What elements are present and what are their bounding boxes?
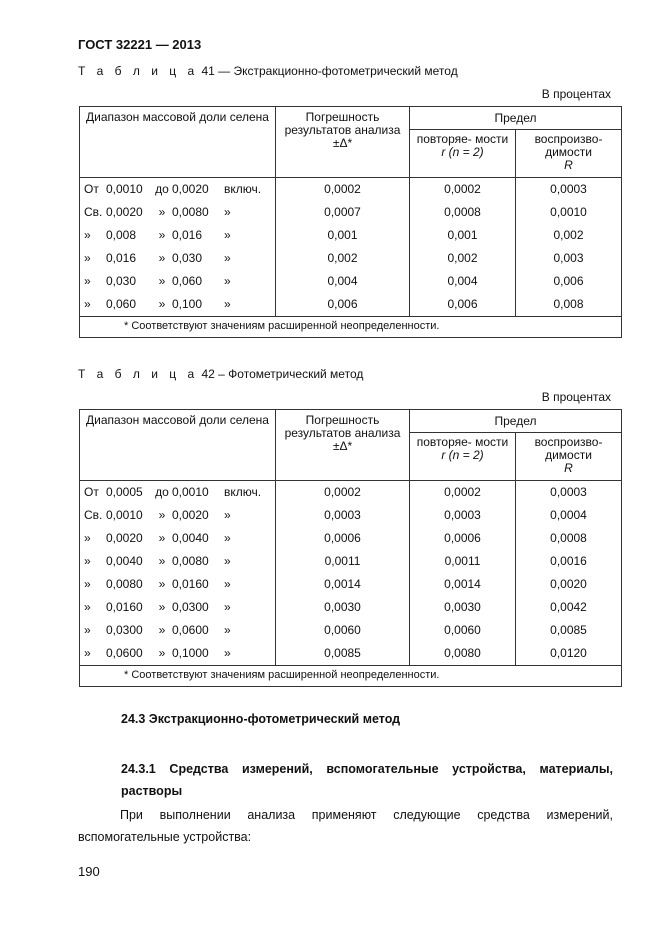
range-cell xyxy=(80,527,276,550)
range-to: 0,030 xyxy=(172,251,203,265)
repeatability-cell: 0,0060 xyxy=(410,619,516,642)
range-from: 0,0600 xyxy=(106,646,143,660)
table42-unit: В процентах xyxy=(541,390,611,404)
table41-header-error: Погрешность результатов анализа ±Δ* xyxy=(276,107,410,178)
reproducibility-cell: 0,0003 xyxy=(516,178,622,202)
range-suffix: » xyxy=(224,600,231,614)
range-cell xyxy=(80,550,276,573)
body-paragraph xyxy=(78,804,613,848)
range-suffix: » xyxy=(224,508,231,522)
range-cell xyxy=(80,573,276,596)
range-prefix: » xyxy=(84,251,91,265)
error-cell: 0,002 xyxy=(276,247,410,270)
error-cell: 0,0006 xyxy=(276,527,410,550)
range-suffix: » xyxy=(224,554,231,568)
range-from: 0,030 xyxy=(106,274,137,288)
reproducibility-cell: 0,008 xyxy=(516,293,622,317)
repeatability-cell: 0,0002 xyxy=(410,178,516,202)
range-cell xyxy=(80,504,276,527)
range-cell xyxy=(80,619,276,642)
repeatability-cell: 0,0008 xyxy=(410,201,516,224)
range-prefix: » xyxy=(84,646,91,660)
reproducibility-cell: 0,0004 xyxy=(516,504,622,527)
range-mid: до xyxy=(155,485,169,499)
table42-header-reprod-symbol: R xyxy=(564,461,573,475)
range-mid: » xyxy=(158,554,166,568)
paragraph-line-1: При выполнении анализа применяют следующие средства измерений, xyxy=(120,808,613,822)
table-row xyxy=(80,270,622,293)
range-to: 0,0160 xyxy=(172,577,209,591)
error-cell: 0,004 xyxy=(276,270,410,293)
range-to: 0,0040 xyxy=(172,531,209,545)
standard-header: ГОСТ 32221 — 2013 xyxy=(78,37,202,52)
range-from: 0,0005 xyxy=(106,485,143,499)
range-cell xyxy=(80,201,276,224)
range-to: 0,0020 xyxy=(172,182,209,196)
table41-unit: В процентах xyxy=(541,87,611,101)
table42-caption-text: 42 – Фотометрический метод xyxy=(201,367,364,381)
repeatability-cell: 0,0006 xyxy=(410,527,516,550)
range-prefix: » xyxy=(84,600,91,614)
table42-header-repeat-symbol: r (n = 2) xyxy=(441,448,484,462)
reproducibility-cell: 0,006 xyxy=(516,270,622,293)
range-cell xyxy=(80,247,276,270)
repeatability-cell: 0,002 xyxy=(410,247,516,270)
range-cell xyxy=(80,270,276,293)
range-cell xyxy=(80,642,276,666)
error-cell: 0,0060 xyxy=(276,619,410,642)
range-suffix: » xyxy=(224,274,231,288)
range-cell xyxy=(80,224,276,247)
range-to: 0,0600 xyxy=(172,623,209,637)
repeatability-cell: 0,0030 xyxy=(410,596,516,619)
repeatability-cell: 0,004 xyxy=(410,270,516,293)
table42-note: * Соответствуют значениям расширенной неопределенности. xyxy=(80,666,622,687)
range-from: 0,060 xyxy=(106,297,137,311)
table41-header-reprod xyxy=(516,130,622,178)
range-suffix: включ. xyxy=(224,182,262,196)
range-mid: до xyxy=(155,182,169,196)
subsection-title: 24.3.1 Средства измерений, вспомогательные устройства, материалы, растворы xyxy=(121,762,613,798)
error-cell: 0,0011 xyxy=(276,550,410,573)
error-cell: 0,0002 xyxy=(276,481,410,505)
error-cell: 0,0030 xyxy=(276,596,410,619)
range-mid: » xyxy=(158,508,166,522)
reproducibility-cell: 0,0042 xyxy=(516,596,622,619)
range-from: 0,0020 xyxy=(106,205,143,219)
table41-header-repeat xyxy=(410,130,516,178)
table-row xyxy=(80,527,622,550)
range-cell xyxy=(80,596,276,619)
reproducibility-cell: 0,003 xyxy=(516,247,622,270)
section-title: 24.3 Экстракционно-фотометрический метод xyxy=(121,712,401,726)
table41-caption xyxy=(78,64,458,78)
table42-header-reprod xyxy=(516,433,622,481)
error-cell: 0,0002 xyxy=(276,178,410,202)
range-from: 0,0040 xyxy=(106,554,143,568)
table42-body xyxy=(80,481,622,666)
range-cell xyxy=(80,293,276,317)
error-cell: 0,0085 xyxy=(276,642,410,666)
range-mid: » xyxy=(158,251,166,265)
range-suffix: » xyxy=(224,205,231,219)
reproducibility-cell: 0,0010 xyxy=(516,201,622,224)
table41-header-repeat-label: повторяе- мости xyxy=(416,132,509,146)
table41-header-reprod-label: воспроизво- димости xyxy=(534,132,603,159)
repeatability-cell: 0,0002 xyxy=(410,481,516,505)
reproducibility-cell: 0,0020 xyxy=(516,573,622,596)
range-suffix: » xyxy=(224,623,231,637)
range-prefix: От xyxy=(84,182,99,196)
reproducibility-cell: 0,0003 xyxy=(516,481,622,505)
range-suffix: » xyxy=(224,531,231,545)
range-suffix: » xyxy=(224,228,231,242)
table41-caption-text: 41 — Экстракционно-фотометрический метод xyxy=(201,64,458,78)
reproducibility-cell: 0,0008 xyxy=(516,527,622,550)
error-cell: 0,0007 xyxy=(276,201,410,224)
paragraph-line-2: вспомогательные устройства: xyxy=(78,830,252,844)
range-cell xyxy=(80,481,276,505)
range-mid: » xyxy=(158,228,166,242)
range-to: 0,016 xyxy=(172,228,203,242)
table41-note: * Соответствуют значениям расширенной неопределенности. xyxy=(80,317,622,338)
range-from: 0,008 xyxy=(106,228,137,242)
table42-header-repeat xyxy=(410,433,516,481)
table42-header-range: Диапазон массовой доли селена xyxy=(80,410,276,481)
repeatability-cell: 0,006 xyxy=(410,293,516,317)
table-row xyxy=(80,293,622,317)
range-to: 0,0300 xyxy=(172,600,209,614)
table41-header-limit: Предел xyxy=(410,107,622,130)
table42 xyxy=(79,409,622,687)
range-suffix: » xyxy=(224,646,231,660)
range-mid: » xyxy=(158,205,166,219)
repeatability-cell: 0,0014 xyxy=(410,573,516,596)
range-to: 0,100 xyxy=(172,297,203,311)
range-mid: » xyxy=(158,646,166,660)
table42-caption-prefix: Т а б л и ц а xyxy=(78,367,199,381)
range-to: 0,0010 xyxy=(172,485,209,499)
range-to: 0,0020 xyxy=(172,508,209,522)
table-row xyxy=(80,201,622,224)
reproducibility-cell: 0,0120 xyxy=(516,642,622,666)
range-from: 0,0160 xyxy=(106,600,143,614)
range-from: 0,0300 xyxy=(106,623,143,637)
range-to: 0,0080 xyxy=(172,554,209,568)
reproducibility-cell: 0,0016 xyxy=(516,550,622,573)
range-prefix: » xyxy=(84,577,91,591)
range-from: 0,0020 xyxy=(106,531,143,545)
table-row xyxy=(80,481,622,505)
reproducibility-cell: 0,0085 xyxy=(516,619,622,642)
range-cell xyxy=(80,178,276,202)
repeatability-cell: 0,0080 xyxy=(410,642,516,666)
page-number: 190 xyxy=(78,864,100,879)
range-prefix: » xyxy=(84,531,91,545)
table42-header-reprod-label: воспроизво- димости xyxy=(534,435,603,462)
range-prefix: От xyxy=(84,485,99,499)
table-row xyxy=(80,642,622,666)
range-mid: » xyxy=(158,623,166,637)
repeatability-cell: 0,0003 xyxy=(410,504,516,527)
range-from: 0,016 xyxy=(106,251,137,265)
range-prefix: Св. xyxy=(84,508,103,522)
table42-header-limit: Предел xyxy=(410,410,622,433)
table41-body xyxy=(80,178,622,317)
range-suffix: » xyxy=(224,251,231,265)
range-prefix: » xyxy=(84,297,91,311)
repeatability-cell: 0,001 xyxy=(410,224,516,247)
range-to: 0,060 xyxy=(172,274,203,288)
table-row xyxy=(80,573,622,596)
range-to: 0,1000 xyxy=(172,646,209,660)
range-from: 0,0010 xyxy=(106,508,143,522)
table-row xyxy=(80,619,622,642)
range-prefix: Св. xyxy=(84,205,103,219)
range-mid: » xyxy=(158,297,166,311)
repeatability-cell: 0,0011 xyxy=(410,550,516,573)
table41-header-range: Диапазон массовой доли селена xyxy=(80,107,276,178)
table41-header-repeat-symbol: r (n = 2) xyxy=(441,145,484,159)
table41 xyxy=(79,106,622,338)
range-mid: » xyxy=(158,531,166,545)
table-row xyxy=(80,550,622,573)
table-row xyxy=(80,247,622,270)
error-cell: 0,0003 xyxy=(276,504,410,527)
range-mid: » xyxy=(158,274,166,288)
reproducibility-cell: 0,002 xyxy=(516,224,622,247)
range-suffix: » xyxy=(224,577,231,591)
table-row xyxy=(80,596,622,619)
error-cell: 0,0014 xyxy=(276,573,410,596)
table42-caption xyxy=(78,367,363,381)
table41-caption-prefix: Т а б л и ц а xyxy=(78,64,199,78)
table41-header-reprod-symbol: R xyxy=(564,158,573,172)
error-cell: 0,001 xyxy=(276,224,410,247)
range-from: 0,0010 xyxy=(106,182,143,196)
range-prefix: » xyxy=(84,554,91,568)
range-prefix: » xyxy=(84,623,91,637)
range-mid: » xyxy=(158,577,166,591)
table42-header-error: Погрешность результатов анализа ±Δ* xyxy=(276,410,410,481)
range-prefix: » xyxy=(84,274,91,288)
range-prefix: » xyxy=(84,228,91,242)
range-suffix: включ. xyxy=(224,485,262,499)
table-row xyxy=(80,178,622,202)
table-row xyxy=(80,504,622,527)
range-mid: » xyxy=(158,600,166,614)
range-suffix: » xyxy=(224,297,231,311)
error-cell: 0,006 xyxy=(276,293,410,317)
range-to: 0,0080 xyxy=(172,205,209,219)
table-row xyxy=(80,224,622,247)
table42-header-repeat-label: повторяе- мости xyxy=(416,435,509,449)
range-from: 0,0080 xyxy=(106,577,143,591)
